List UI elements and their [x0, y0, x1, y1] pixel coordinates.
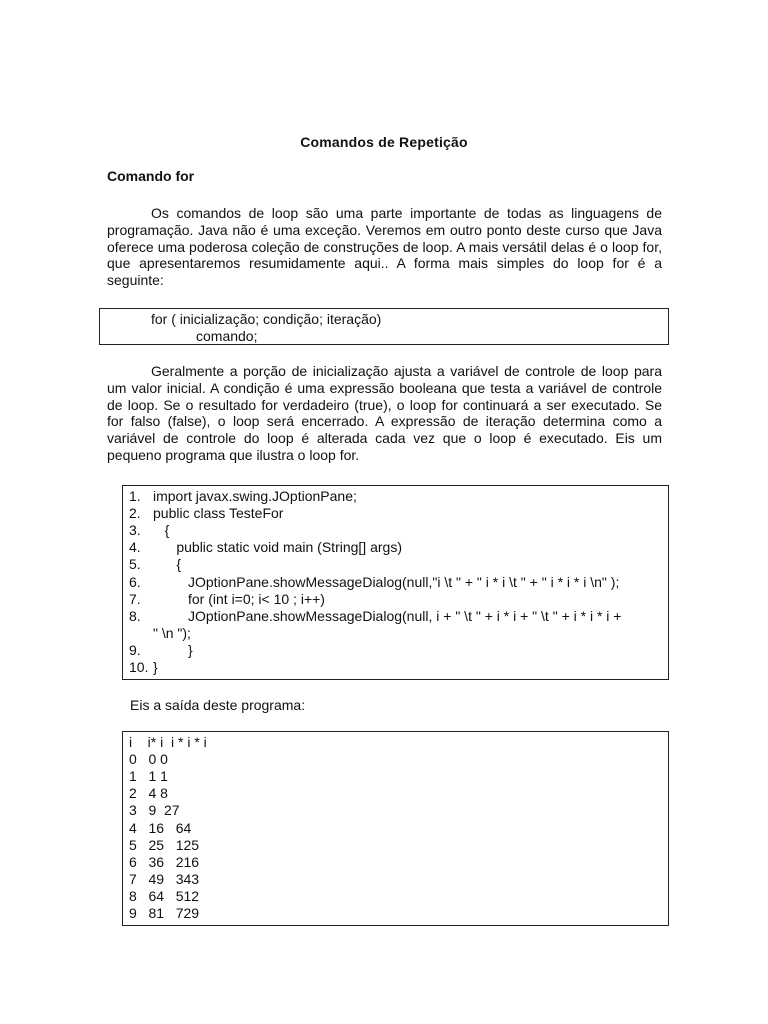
paragraph-intro [107, 205, 662, 289]
code-line-text: { [153, 522, 170, 539]
code-line [129, 488, 357, 505]
code-line-text: public static void main (String[] args) [153, 539, 402, 556]
output-line: 0 0 0 [129, 751, 168, 768]
output-line: 3 9 27 [129, 802, 180, 819]
output-line: 4 16 64 [129, 819, 192, 836]
output-line: 2 4 8 [129, 785, 168, 802]
code-listing-box [122, 485, 669, 680]
output-line: 9 81 729 [129, 905, 200, 921]
paragraph-explanation [107, 363, 662, 464]
code-line-number: 8. [129, 607, 141, 624]
code-line [129, 608, 621, 625]
code-line [129, 556, 181, 573]
paragraph-explanation-text: Geralmente a porção de inicialização ajusta a variável de controle de loop para um valor inicial. A condição é uma expressão booleana que testa a variável de controle de loop. Se o resultado for verdadeiro (true), o loop for continuará a ser executado. Se for falso (false), o loop será encerrado. A expressão de iteração determina como a variável de controle do loop é alterada cada vez que o loop é executado. Eis um pequeno programa que ilustra o loop for. [107, 363, 662, 463]
code-line [129, 574, 619, 591]
paragraph-intro-text: Os comandos de loop são uma parte importante de todas as linguagens de programação. Java não é uma exceção. Veremos em outro ponto deste curso que Java oferece uma poderosa coleção de construções de loop. A mais versátil delas é o loop for, que apresentaremos resumidamente aqui.. A forma mais simples do loop for é a seguinte: [107, 205, 662, 289]
code-line-text: JOptionPane.showMessageDialog(null,"i \t " + " i * i \t " + " i * i * i \n" ); [153, 573, 620, 590]
document-title: Comandos de Repetição [300, 134, 468, 150]
syntax-line-1: for ( inicialização; condição; iteração) [151, 311, 382, 327]
program-output-box [122, 731, 669, 926]
output-line: 8 64 512 [129, 887, 200, 904]
syntax-box [99, 308, 669, 345]
code-line [129, 522, 169, 539]
code-line-text: import javax.swing.JOptionPane; [153, 488, 357, 504]
code-line-text: { [153, 556, 182, 573]
code-line [129, 659, 158, 676]
code-line-number: 3. [129, 522, 141, 539]
output-caption: Eis a saída deste programa: [130, 697, 306, 713]
code-line-number: 6. [129, 573, 141, 590]
code-line [129, 539, 402, 556]
output-line: 5 25 125 [129, 836, 200, 853]
output-line: i i* i i * i * i [129, 734, 207, 750]
code-line-number: 5. [129, 556, 141, 573]
code-line-text: } [153, 659, 158, 675]
code-line-text: for (int i=0; i< 10 ; i++) [153, 590, 325, 607]
code-line-text: public class TesteFor [153, 505, 284, 522]
code-line [129, 625, 191, 642]
code-line-number: 1. [129, 488, 141, 504]
output-line: 6 36 216 [129, 853, 200, 870]
section-heading: Comando for [107, 168, 195, 184]
code-line-text: JOptionPane.showMessageDialog(null, i + " \t " + i * i + " \t " + i * i * i + [153, 607, 622, 624]
code-line-number: 4. [129, 539, 141, 556]
code-line [129, 642, 193, 659]
code-line-number: 9. [129, 641, 141, 658]
code-line [129, 591, 325, 608]
code-line-text: } [153, 641, 193, 658]
code-line-text: " \n "); [153, 624, 191, 641]
code-line-number: 10. [129, 659, 149, 675]
syntax-line-2: comando; [196, 328, 258, 344]
code-line-number: 2. [129, 505, 141, 522]
code-line [129, 505, 283, 522]
code-line-number: 7. [129, 590, 141, 607]
output-line: 7 49 343 [129, 870, 200, 887]
output-line: 1 1 1 [129, 768, 168, 785]
